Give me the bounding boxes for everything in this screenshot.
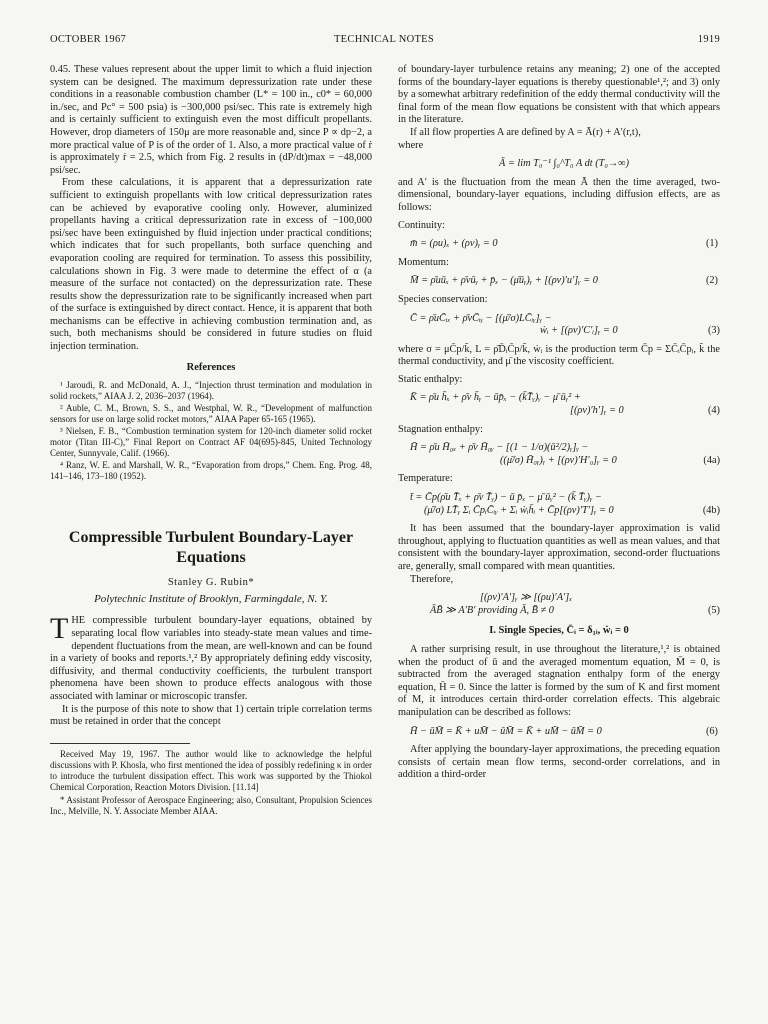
paragraph-purpose: of boundary-layer turbulence retains any meaning; 2) one of the accepted forms of the boundary-layer equations is thereby questionable¹,²; and 3) only by a somewhat arbitrary redefinition of the eddy thermal conductivity will the final form of the mean flow equations be consistent with that which appears in the literature.	[398, 64, 720, 126]
left-column	[50, 64, 372, 817]
reference-item: ⁴ Ranz, W. E. and Marshall, W. R., “Evaporation from drops,” Chem. Eng. Prog. 48, 141–146, 173–180 (1952).	[50, 460, 372, 482]
footnote-author: * Assistant Professor of Aerospace Engineering; also, Consultant, Propulsion Sciences Inc., Melville, N. Y. Associate Member AIAA.	[50, 794, 372, 816]
equation-text: [(ρv)′h′]ᵧ = 0	[570, 405, 624, 417]
stagnation-enthalpy-label: Stagnation enthalpy:	[398, 423, 483, 435]
equation-mean-definition: Ā = lim T₀⁻¹ ∫₀^T₀ A dt (T₀→∞)	[498, 158, 630, 170]
equation-number: (6)	[705, 725, 718, 737]
momentum-label: Momentum:	[398, 256, 449, 268]
article-body-second: It is the purpose of this note to show that 1) certain triple correlation terms must be retained in order that the concept	[50, 703, 372, 728]
equation-1	[398, 238, 720, 251]
equation-text: M̄ = ρ̄uūₓ + ρ̄vūᵧ + p̄ₓ − (μ̄ūᵧ)ᵧ + [(ρv)′u′]ᵧ = 0	[410, 275, 598, 287]
equation-4a	[398, 442, 720, 467]
paragraph-assumption: It has been assumed that the boundary-layer approximation is valid throughout, applying to fluctuation quantities as well as mean values, and that consistent with the boundary-layer approximation, second-order fluctuations are, generally, small compared with mean quantities.	[398, 523, 720, 572]
equation-text: ẇᵢ + [(ρv)′C′ᵢ]ᵧ = 0	[540, 325, 618, 337]
reference-item: ³ Nielsen, F. B., “Combustion termination system for 120-inch diameter solid rocket motor (Titan III-C),” Final Report on Contract AF 04(695)-845, United Technology Center, Sunnyvale, Calif. (1966).	[50, 426, 372, 459]
equation-number: (3)	[707, 325, 720, 337]
reference-list	[50, 380, 372, 482]
paragraph-surprising-result: A rather surprising result, in use throughout the literature,¹,² is obtained when the product of ū and the averaged momentum equation, M̄ = 0, is subtracted from the averaged stagnation enthalpy form of the energy equation, H̄ = 0. Since the latter is formed by the sum of K and first moment of M, it introduces certain third-order correlation effects. This algebraic manipulation can be described as follows:	[398, 643, 720, 718]
section-heading-single-species: I. Single Species, C̄ᵢ = δ₁ᵢ, ẇᵢ = 0	[489, 625, 629, 637]
article-author: Stanley G. Rubin*	[167, 577, 255, 589]
equation-number: (4)	[707, 405, 720, 417]
paragraph-symbols: where σ = μC̄p/k̄, L = ρ̄D̄ᵢC̄p/k̄, ẇᵢ is the production term C̄p = ΣC̄ᵢC̄pᵢ, k̄ the thermal conductivity, and μ̄ the viscosity coefficient.	[398, 343, 720, 368]
right-column	[398, 64, 720, 782]
equation-number: (2)	[705, 275, 718, 287]
body-text: HE compressible turbulent boundary-layer equations, obtained by separating local flow variables into steady-state mean values and time-dependent fluctuations from the mean, are well-known and can be found in a variety of books and reports.¹,² By appropriately defining eddy viscosity, diffusivity, and thermal conductivity coefficients, the turbulent transport phenomena have been shown to produce effects analogous with those associated with laminar or microscopic transfer.	[50, 615, 372, 702]
paragraph-definition: If all flow properties A are defined by A = Ā(r) + A′(r,t),	[410, 126, 641, 138]
equation-number: (4a)	[703, 454, 720, 466]
equation-text: K̄ = ρ̄u h̄ₓ + ρ̄v h̄ᵧ − ūp̄ₓ − (k̄T̄ᵧ)ᵧ − μ̄ ūᵧ² +	[410, 392, 581, 404]
equation-text: H̄ = ρ̄u H̄₀ₓ + ρ̄v H̄₀ᵧ − [(1 − 1/σ)(ū²/2)ᵧ]ᵧ −	[410, 442, 589, 454]
references-heading: References	[186, 361, 236, 373]
footnotes	[50, 744, 372, 817]
footnote-received: Received May 19, 1967. The author would like to acknowledge the helpful discussions with P. Khosla, who first mentioned the idea of possibly redefining κ in order to introduce the turbulent dissipation effect. This work was supported by the Thiokol Chemical Corporation, Reaction Motors Division. [11.14]	[50, 748, 372, 792]
equation-text: H̄ − ūM̄ = K̄ + uM̄ − ūM̄ = K̄ + uM̄ − ūM̄ = 0	[410, 725, 602, 737]
conclusion-paragraph: From these calculations, it is apparent that a depressurization rate sufficient to extinguish propellants with low critical depressurization rates can be achieved by evaporative cooling only. However, aluminized propellants having a critical depressurization rate in excess of −100,000 psi/sec have been extinguished by fluid injection under practical conditions; which indicates that for such propellants, both surface quenching and evaporation cooling are required for termination. To assess this possibility, calculations shown in Fig. 3 were made to determine the effect of α (a measure of the surface not contacted) on the depressurization rate. These results show the depressurization rate to be significantly increased when part of the surface is extinguished by direct contact. Hence, it is apparent that both mechanisms can be effective in achieving combustion termination and, as such, both mechanisms should be considered in future studies on fluid injection termination.	[50, 177, 372, 353]
static-enthalpy-label: Static enthalpy:	[398, 373, 463, 385]
article-body-first	[50, 612, 372, 703]
where-label: where	[398, 139, 424, 151]
running-header-date: OCTOBER 1967	[50, 34, 127, 45]
equation-3	[398, 313, 720, 338]
paragraph-fluctuation: and A′ is the fluctuation from the mean Ā then the time averaged, two-dimensional, boundary-layer equations, including diffusion effects, are as follows:	[398, 176, 720, 213]
equation-text: ((μ̄/σ) H̄₀ᵧ)ᵧ + [(ρv)′H′₀]ᵧ = 0	[500, 454, 617, 466]
reference-item: ² Auble, C. M., Brown, S. S., and Westphal, W. R., “Development of malfunction sensors for use on large solid rocket motors,” AIAA Paper 65-165 (1965).	[50, 403, 372, 425]
equation-2	[398, 275, 720, 288]
equation-text: (μ̄/σ) LT̄ᵧ Σᵢ C̄pᵢC̄ᵢᵧ + Σᵢ ẇᵢh̄ᵢ + C̄p[(ρv)′T′]ᵧ = 0	[424, 504, 614, 516]
equation-number: (5)	[707, 604, 720, 616]
paragraph-after-approximations: After applying the boundary-layer approximations, the preceding equation consists of certain mean flow terms, second-order correlations, and in addition a third-order	[398, 744, 720, 781]
equation-5	[398, 592, 720, 617]
page-number: 1919	[697, 34, 720, 45]
article-title: Compressible Turbulent Boundary-Layer Equations	[68, 529, 354, 567]
equation-text: [(ρv)′A′]ᵧ ≫ [(ρu)′A′]ₓ	[480, 592, 573, 604]
reference-item: ¹ Jaroudi, R. and McDonald, A. J., “Injection thrust termination and modulation in solid rockets,” AIAA J. 2, 2036–2037 (1964).	[50, 380, 372, 402]
running-header-journal: TECHNICAL NOTES	[333, 34, 435, 45]
intro-paragraph: 0.45. These values represent about the upper limit to which a fluid injection system can be designed. The maximum depressurization rate under these conditions in a reasonable combustion chamber (L* = 100 in., c0* = 60,000 in./sec, and Pc° = 500 psia) is −300,000 psi/sec. This rate is extremely high and is certainly sufficient to extinguish even the most difficult propellants. However, drop diameters of 150μ are more reasonable and, since P ∝ dp−2, a more practical value of P is of the order of 1. Also, a more practical value of ṙ is approximately ṙ = 2.5, which from Fig. 2 results in (dP/dt)max = −48,000 psi/sec.	[50, 64, 372, 176]
therefore-label: Therefore,	[410, 573, 454, 585]
equation-text: m̄ = (ρu)ₓ + (ρv)ᵧ = 0	[410, 238, 498, 250]
equation-text: ĀB̄ ≫ A′B′ providing Ā, B̄ ≠ 0	[430, 604, 554, 616]
equation-4	[398, 392, 720, 417]
equation-6	[398, 726, 720, 739]
species-label: Species conservation:	[398, 293, 488, 305]
equation-number: (1)	[705, 238, 718, 250]
equation-text: C̄ = ρ̄uC̄ᵢₓ + ρ̄vC̄ᵢᵧ − [(μ̄/σ)LC̄ᵢᵧ]ᵧ −	[410, 312, 552, 324]
temperature-label: Temperature:	[398, 473, 453, 485]
equation-number: (4b)	[702, 504, 720, 516]
continuity-label: Continuity:	[398, 219, 445, 231]
equation-4b	[398, 492, 720, 517]
equation-text: t̄ = C̄p(ρ̄u T̄ₓ + ρ̄v T̄ᵧ) − ū p̄ₓ − μ̄ ūᵧ² − (k̄ T̄ᵧ)ᵧ −	[410, 492, 602, 504]
drop-cap: T	[50, 612, 69, 646]
author-affiliation: Polytechnic Institute of Brooklyn, Farmingdale, N. Y.	[94, 592, 328, 605]
